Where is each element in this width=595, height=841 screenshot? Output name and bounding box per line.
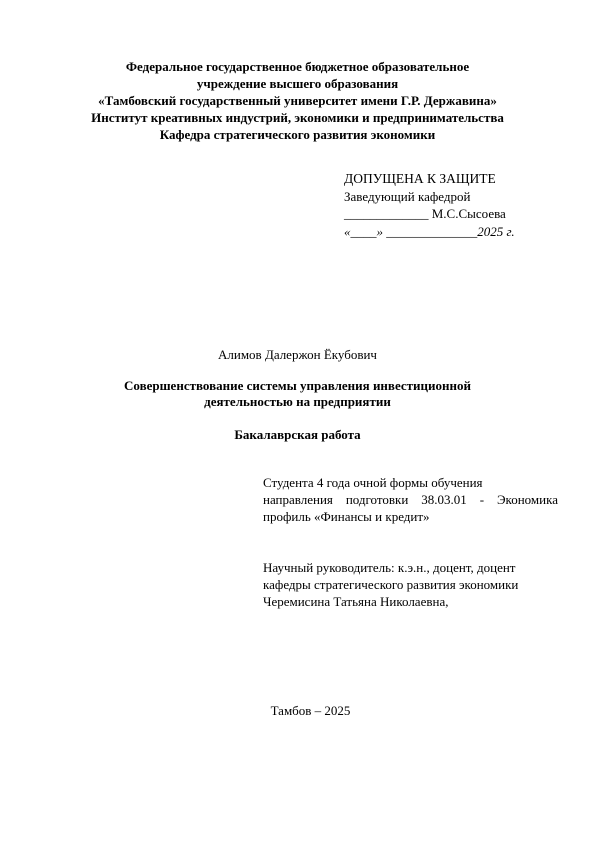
- student-line-course: Студента 4 года очной формы обучения: [263, 475, 483, 490]
- supervisor-line-name: Черемисина Татьяна Николаевна,: [263, 594, 449, 609]
- student-info: [263, 474, 558, 525]
- student-line-profile: профиль «Финансы и кредит»: [263, 509, 430, 524]
- header-line-institute: Институт креативных индустрий, экономики и предпринимательства: [91, 110, 504, 125]
- author-name: Алимов Далержон Ёкубович: [218, 347, 377, 362]
- header-line-org-type: Федеральное государственное бюджетное образовательное: [125, 59, 470, 74]
- header-line-department: Кафедра стратегического развития экономики: [159, 127, 436, 142]
- approval-position: Заведующий кафедрой: [344, 188, 471, 204]
- supervisor-info: [263, 559, 563, 610]
- student-line-direction: направления подготовки 38.03.01 - Экономика: [263, 492, 558, 507]
- institution-header: [0, 58, 595, 143]
- work-type: Бакалаврская работа: [234, 427, 361, 442]
- header-line-education: учреждение высшего образования: [196, 76, 399, 91]
- approval-title: ДОПУЩЕНА К ЗАЩИТЕ: [344, 171, 496, 186]
- thesis-title-line-1: Совершенствование системы управления инвестиционной: [124, 378, 471, 393]
- approval-signature-line: _____________ М.С.Сысоева: [344, 206, 506, 221]
- supervisor-line-title: Научный руководитель: к.э.н., доцент, доцент: [263, 560, 516, 575]
- header-line-university: «Тамбовский государственный университет имени Г.Р. Державина»: [98, 93, 497, 108]
- approval-block: [344, 170, 515, 240]
- approval-date-line: «____» ______________2025 г.: [344, 223, 515, 239]
- thesis-title: [0, 378, 595, 410]
- thesis-title-line-2: деятельностью на предприятии: [204, 394, 391, 409]
- city-year: Тамбов – 2025: [270, 703, 351, 718]
- supervisor-line-department: кафедры стратегического развития экономики: [263, 577, 519, 592]
